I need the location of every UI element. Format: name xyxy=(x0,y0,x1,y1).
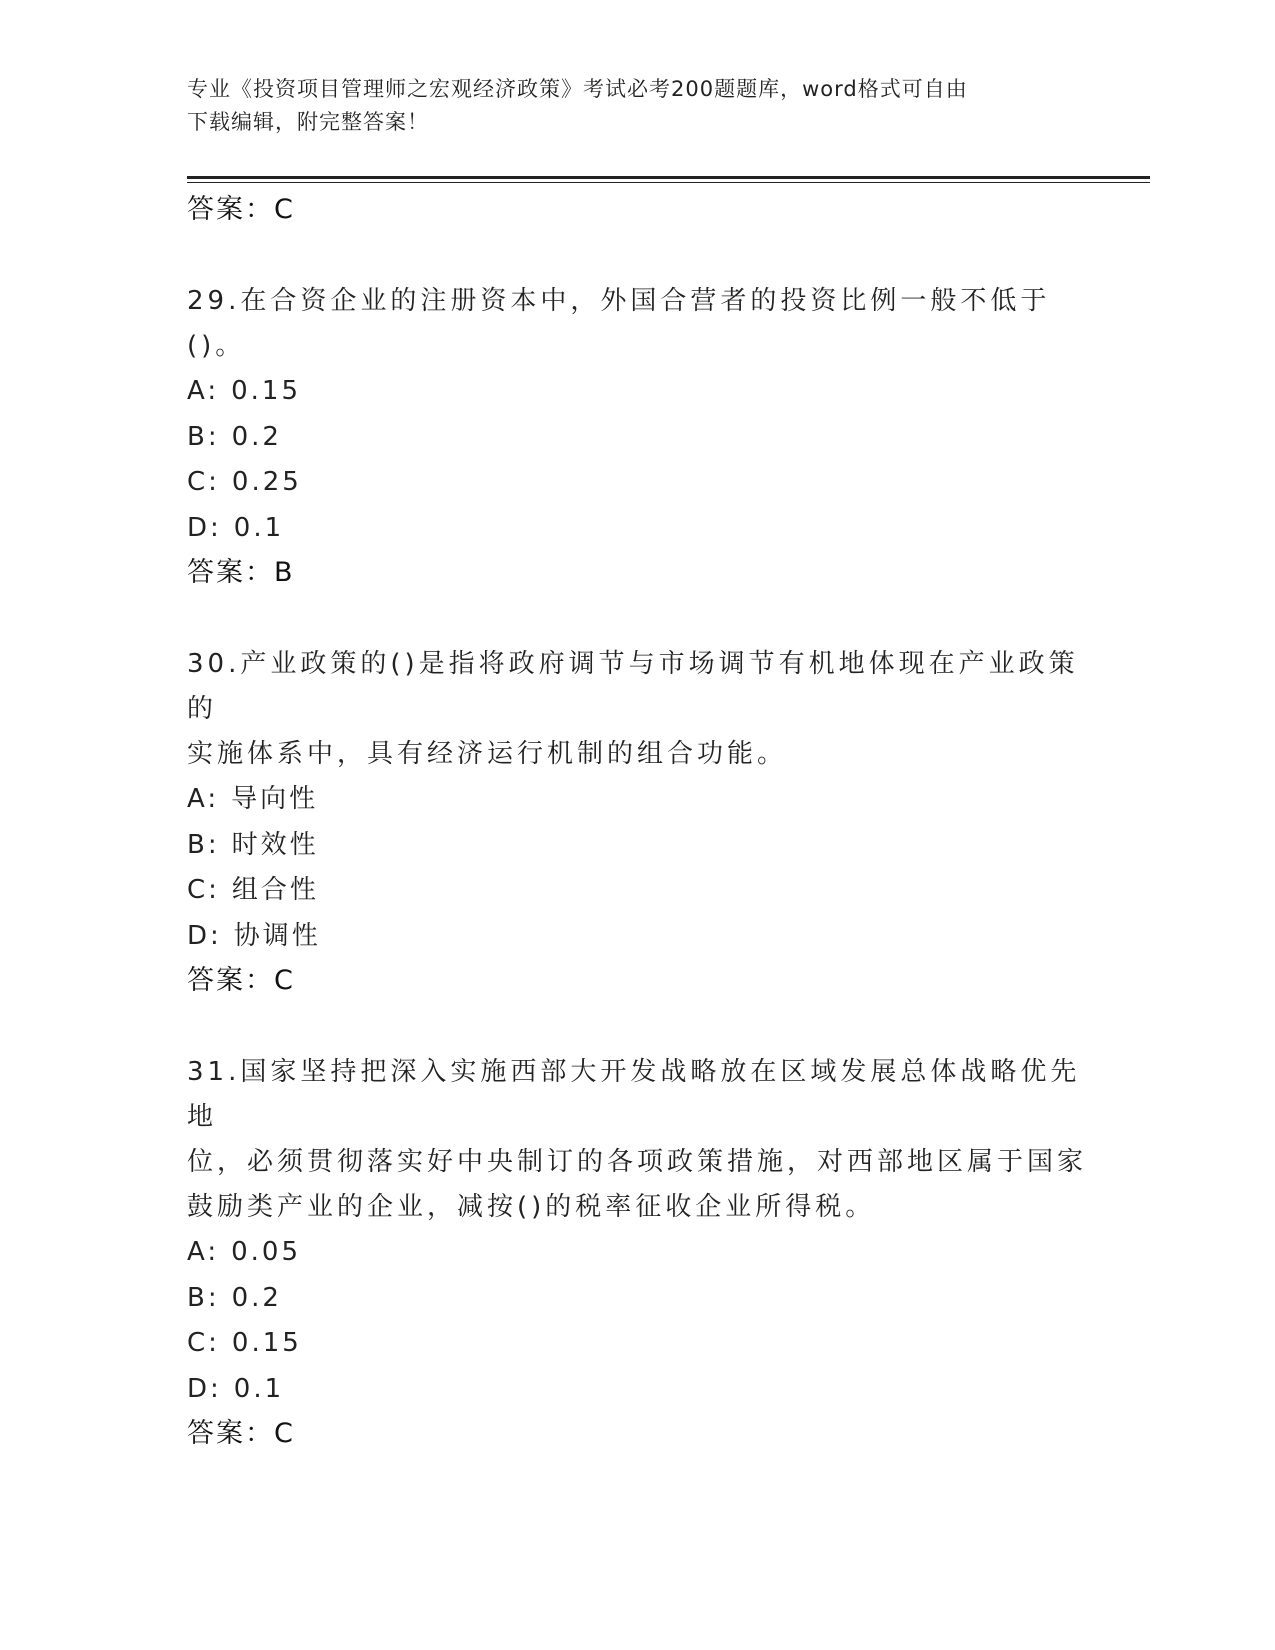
option-key: B: xyxy=(187,421,220,452)
question-text-cont: 位，必须贯彻落实好中央制订的各项政策措施，对西部地区属于国家 xyxy=(187,1147,1088,1177)
option-key: C: xyxy=(187,467,220,497)
option-text: 0.05 xyxy=(231,1237,301,1267)
answer-label: 答案： xyxy=(187,194,274,225)
option-b xyxy=(187,823,1087,869)
option-text: 0.2 xyxy=(231,1282,282,1313)
answer-line xyxy=(187,1412,1087,1456)
document-header xyxy=(187,73,1067,139)
answer-value: C xyxy=(274,194,294,225)
question-30 xyxy=(187,642,1087,1003)
question-text: 29.在合资企业的注册资本中，外国合营者的投资比例一般不低于()。 xyxy=(187,286,1051,361)
option-key: D: xyxy=(187,920,222,951)
header-line: 下载编辑，附完整答案！ xyxy=(187,110,429,134)
question-text: 30.产业政策的()是指将政府调节与市场调节有机地体现在产业政策的 xyxy=(187,649,1079,724)
option-text: 时效性 xyxy=(231,829,319,860)
option-text: 组合性 xyxy=(231,875,319,905)
question-text-cont: 实施体系中，具有经济运行机制的组合功能。 xyxy=(187,739,788,769)
answer-value: C xyxy=(274,965,294,996)
option-key: A: xyxy=(187,1237,220,1267)
answer-line xyxy=(187,551,1087,595)
answer-label: 答案： xyxy=(187,965,274,996)
option-a xyxy=(187,777,1087,823)
question-29 xyxy=(187,279,1087,595)
option-text: 0.2 xyxy=(231,421,282,452)
option-key: B: xyxy=(187,829,220,860)
option-d xyxy=(187,1367,1087,1413)
option-key: C: xyxy=(187,1328,220,1358)
answer-label: 答案： xyxy=(187,557,274,588)
question-text: 31.国家坚持把深入实施西部大开发战略放在区域发展总体战略优先地 xyxy=(187,1057,1081,1132)
answer-value: C xyxy=(274,1418,294,1449)
header-divider-thin xyxy=(187,182,1150,183)
option-text: 0.1 xyxy=(233,512,285,543)
question-text-cont: 鼓励类产业的企业，减按()的税率征收企业所得税。 xyxy=(187,1192,876,1222)
option-c xyxy=(187,1321,1087,1367)
option-text: 0.15 xyxy=(231,376,301,406)
question-number: 31. xyxy=(187,1057,241,1087)
option-c xyxy=(187,868,1087,914)
option-key: A: xyxy=(187,784,220,814)
answer-line xyxy=(187,188,1087,232)
question-number: 30. xyxy=(187,649,241,679)
option-key: A: xyxy=(187,376,220,406)
option-key: D: xyxy=(187,512,222,543)
answer-value: B xyxy=(274,557,294,588)
option-text: 导向性 xyxy=(231,784,319,814)
answer-line xyxy=(187,959,1087,1003)
option-text: 0.15 xyxy=(231,1328,302,1358)
option-d xyxy=(187,914,1087,960)
option-key: B: xyxy=(187,1282,220,1313)
option-b xyxy=(187,415,1087,461)
option-text: 协调性 xyxy=(233,920,321,951)
option-text: 0.1 xyxy=(233,1373,285,1404)
answer-label: 答案： xyxy=(187,1418,274,1449)
option-a xyxy=(187,1230,1087,1276)
option-d xyxy=(187,506,1087,552)
option-text: 0.25 xyxy=(231,467,302,497)
question-31 xyxy=(187,1050,1087,1456)
option-key: D: xyxy=(187,1373,222,1404)
question-list xyxy=(187,188,1087,1456)
header-divider xyxy=(187,176,1150,179)
question-number: 29. xyxy=(187,286,241,316)
option-key: C: xyxy=(187,875,220,905)
option-c xyxy=(187,460,1087,506)
option-a xyxy=(187,369,1087,415)
option-b xyxy=(187,1276,1087,1322)
header-line: 专业《投资项目管理师之宏观经济政策》考试必考200题题库，word格式可自由 xyxy=(187,77,968,101)
